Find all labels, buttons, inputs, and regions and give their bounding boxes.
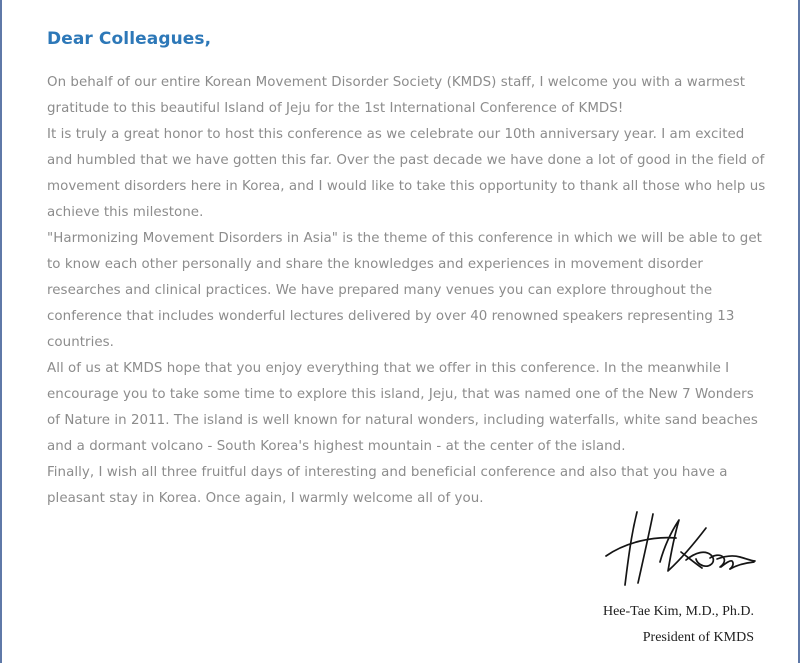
handwritten-signature-icon: [602, 506, 756, 590]
signature-title: President of KMDS: [642, 630, 754, 645]
letter-content: [47, 27, 767, 512]
letter-paragraph-3: "Harmonizing Movement Disorders in Asia" is the theme of this conference in which we will be able to get to know each other personally and share the knowledges and experiences in movement disorder researches and clinical practices. We have prepared many venues you can explore throughout the conference that includes wonderful lectures delivered by over 40 renowned speakers representing 13 countries.: [47, 231, 762, 350]
signature-name: Hee-Tae Kim, M.D., Ph.D.: [602, 604, 754, 619]
letter-paragraph-4: All of us at KMDS hope that you enjoy everything that we offer in this conference. In the meanwhile I encourage you to take some time to explore this island, Jeju, that was named one of the New 7 Wonders of Nature in 2011. The island is well known for natural wonders, including waterfalls, white sand beaches and a dormant volcano - South Korea's highest mountain - at the center of the island.: [47, 361, 758, 454]
letter-body: [47, 70, 767, 512]
letter-paragraph-1: On behalf of our entire Korean Movement Disorder Society (KMDS) staff, I welcome you with a warmest gratitude to this beautiful Island of Jeju for the 1st International Conference of KMDS!: [47, 75, 746, 116]
greeting-heading: Dear Colleagues,: [47, 29, 212, 49]
signature-block: [584, 506, 754, 650]
letter-paragraph-2: It is truly a great honor to host this conference as we celebrate our 10th anniversary year. I am excited and humbled that we have gotten this far. Over the past decade we have done a lot of good in the field of movement disorders here in Korea, and I would like to take this opportunity to thank all those who help us achieve this milestone.: [47, 127, 766, 220]
letter-paragraph-5: Finally, I wish all three fruitful days of interesting and beneficial conference and also that you have a pleasant stay in Korea. Once again, I warmly welcome all of you.: [47, 465, 728, 506]
